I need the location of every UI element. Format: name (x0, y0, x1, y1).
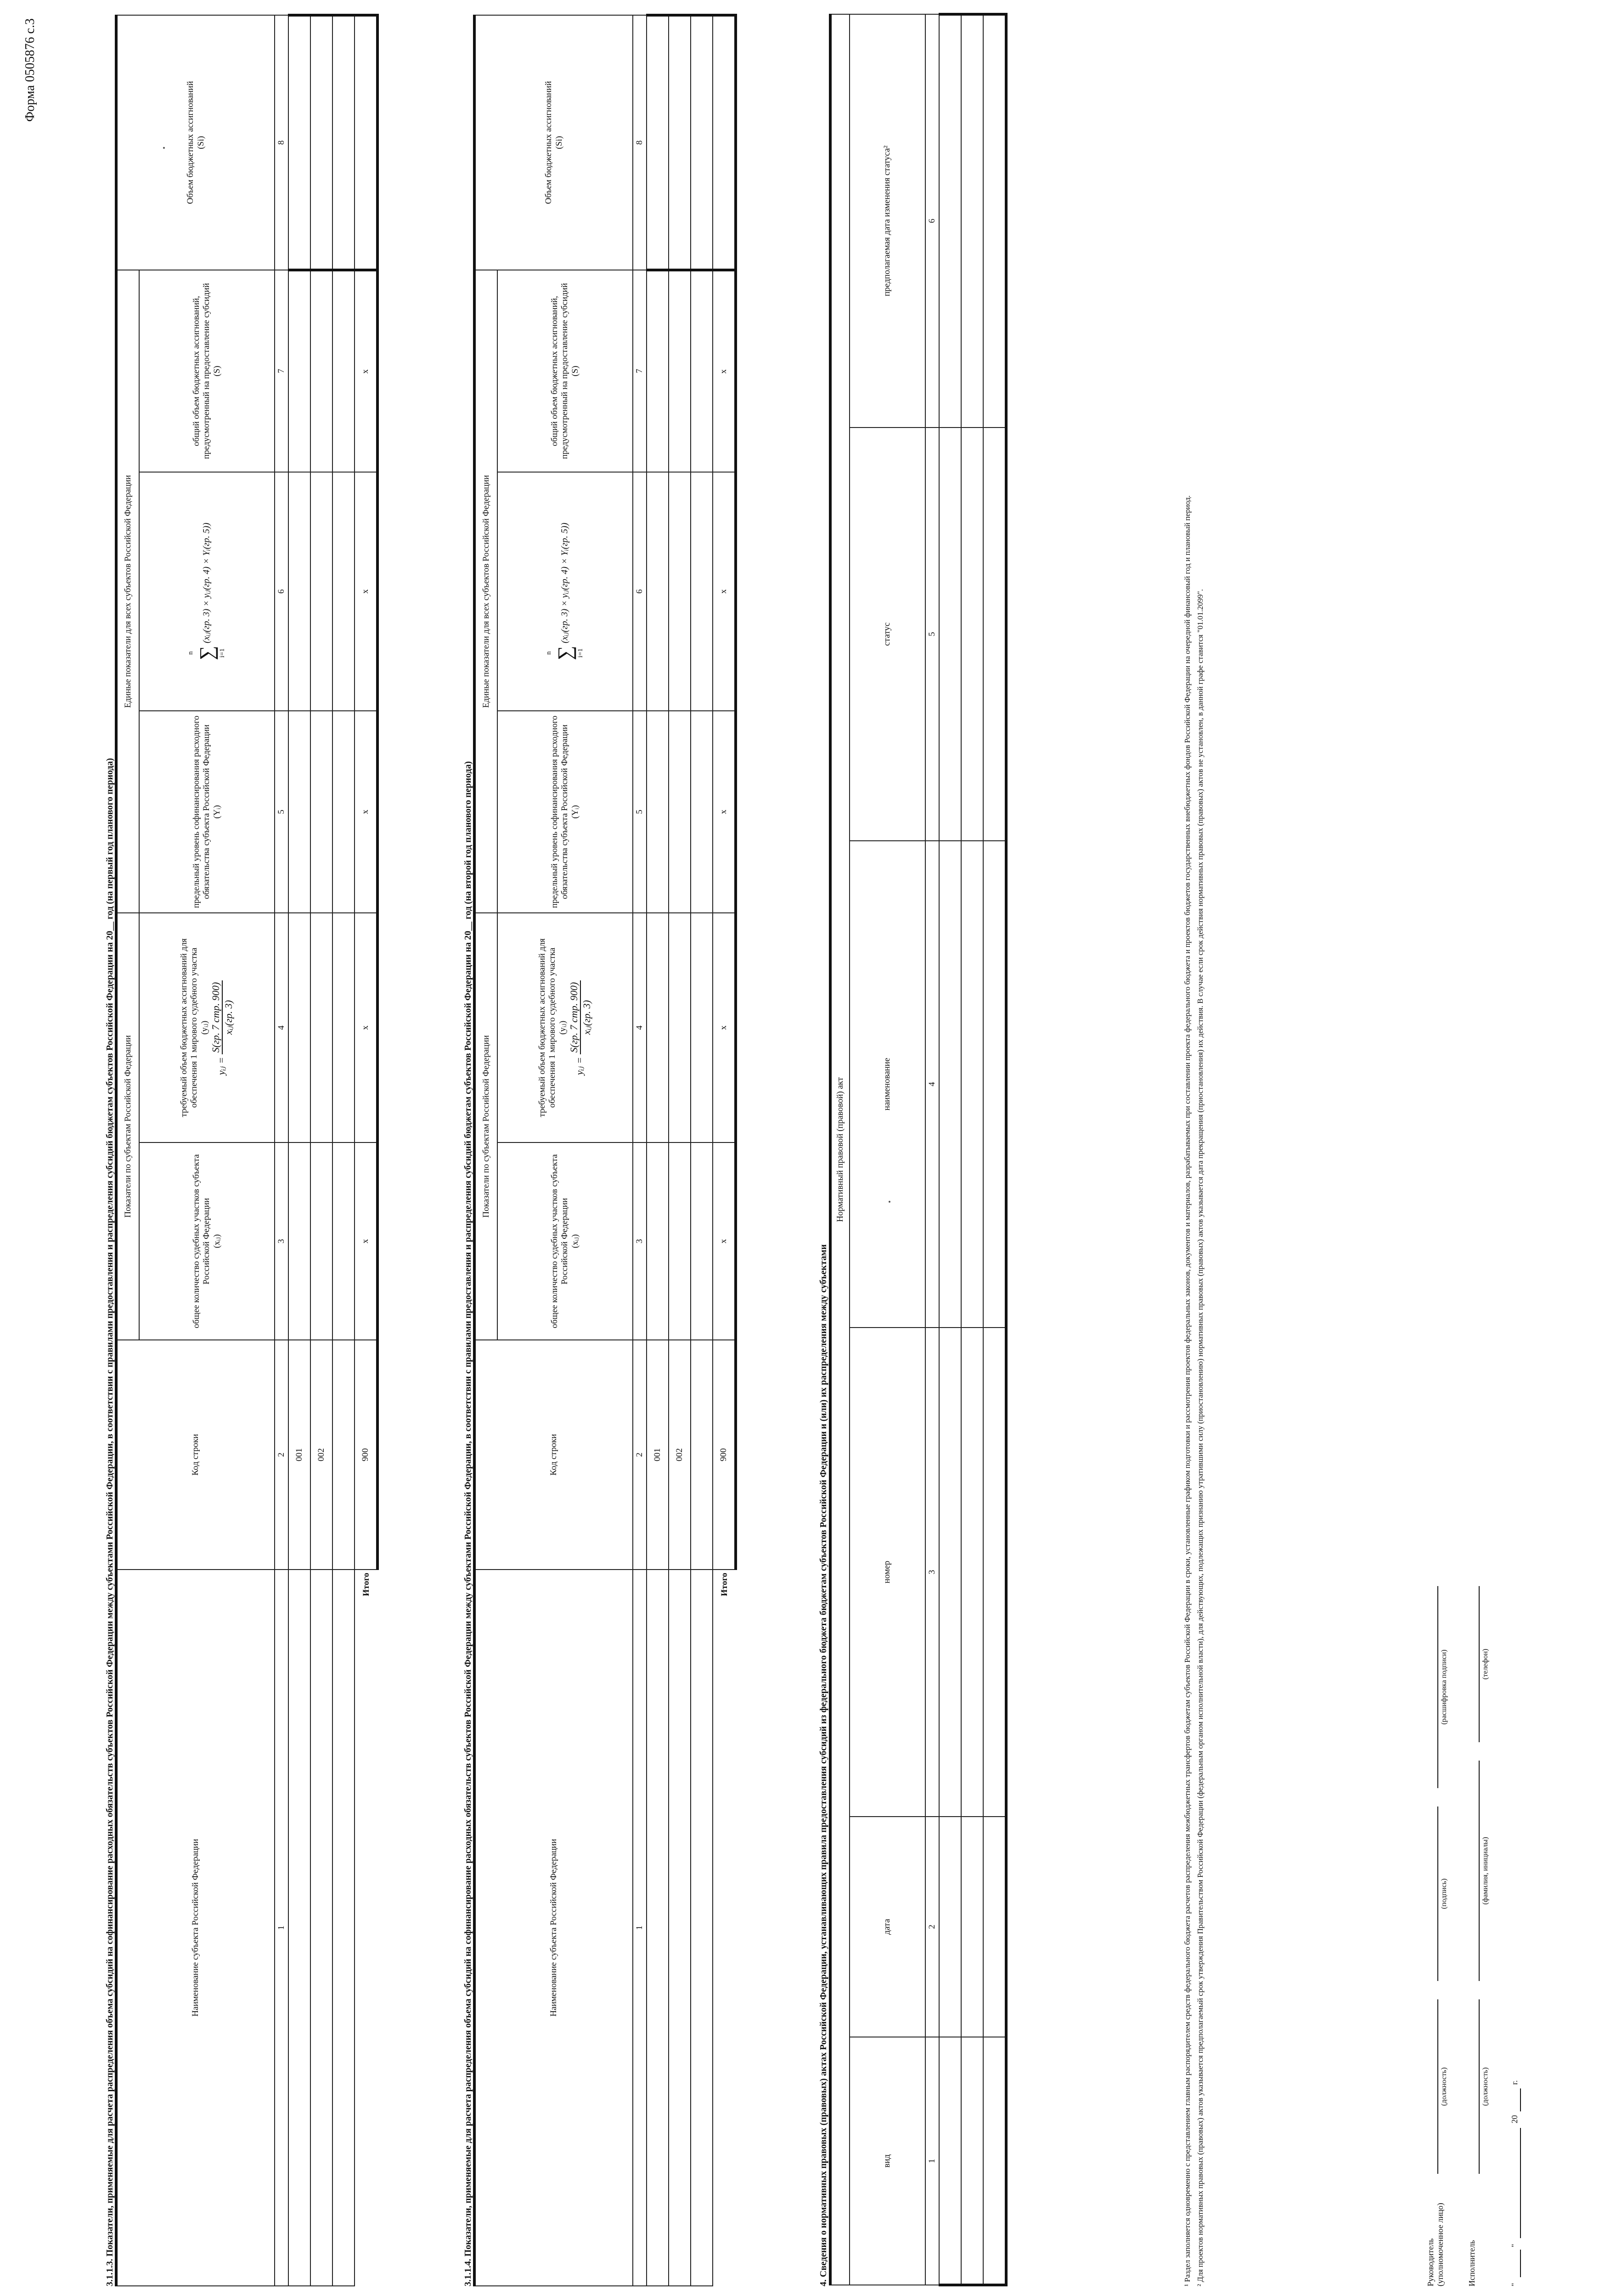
colnum-5: 5 (925, 428, 939, 841)
act-number-cell[interactable] (983, 1328, 1006, 1817)
act-type-cell[interactable] (983, 2037, 1006, 2285)
col4-formula-denominator: xᵢⱼ(гр. 3) (581, 1000, 593, 1035)
colnum-2: 2 (633, 1340, 647, 1570)
colnum-2: 2 (925, 1817, 939, 2037)
header-act-type: вид (850, 2037, 925, 2285)
subject-name-cell[interactable] (669, 1570, 691, 2286)
head-signature-caption: (подпись) (1440, 1878, 1448, 1909)
col5-cell[interactable] (288, 711, 310, 913)
total-code: 900 (713, 1340, 736, 1570)
executor-name-line[interactable] (1479, 1761, 1480, 1981)
colnum-7: 7 (633, 270, 647, 472)
col8-cell[interactable] (691, 15, 713, 270)
total-row (355, 15, 377, 2286)
executor-position-line[interactable] (1479, 1999, 1480, 2174)
header-act-date: дата (850, 1817, 925, 2037)
colnum-3: 3 (925, 1328, 939, 1817)
subject-name-cell[interactable] (691, 1570, 713, 2286)
total-col3: x (713, 1142, 736, 1340)
col5-symbol: (Yᵢ) (570, 805, 580, 819)
col7-cell (669, 270, 691, 472)
subject-name-cell[interactable] (647, 1570, 669, 2286)
total-col3: x (355, 1142, 377, 1340)
col4-cell[interactable] (669, 913, 691, 1142)
col8-cell[interactable] (310, 15, 332, 270)
date-open-quote: " (1510, 2283, 1519, 2286)
row-code-cell (332, 1340, 355, 1570)
header-col5 (139, 711, 275, 913)
total-col4: x (713, 913, 736, 1142)
col5-label: предельный уровень софинансирования расходного обязательства субъекта Российской Федерации (549, 715, 570, 908)
subject-name-cell[interactable] (310, 1570, 332, 2286)
header-col8 (474, 15, 633, 270)
total-code: 900 (355, 1340, 377, 1570)
executor-name-caption: (фамилия, инициалы) (1481, 1837, 1489, 1905)
table-row (647, 15, 669, 2286)
col8-symbol: (Si) (554, 136, 564, 149)
header-by-subject: Показатели по субъектам Российской Федерации (116, 913, 139, 1340)
act-title-cell[interactable] (939, 841, 961, 1328)
col3-cell[interactable] (288, 1142, 310, 1340)
act-title-cell[interactable] (961, 841, 983, 1328)
colnum-3: 3 (275, 1142, 288, 1340)
table-row (961, 14, 983, 2285)
col4-symbol: (yᵢⱼ) (557, 1020, 568, 1035)
table-3-1-1-3 (115, 14, 379, 2286)
col5-cell[interactable] (669, 711, 691, 913)
total-col7: x (713, 270, 736, 472)
col8-symbol: (Si) (196, 136, 206, 149)
act-status-cell[interactable] (983, 428, 1006, 841)
header-row-code: Код строки (474, 1340, 633, 1570)
col5-cell[interactable] (647, 711, 669, 913)
head-label: Руководитель (уполномоченное лицо) (1426, 2203, 1445, 2286)
colnum-6: 6 (275, 472, 288, 711)
col4-formula-denominator: xᵢⱼ(гр. 3) (223, 1000, 235, 1035)
act-status-cell[interactable] (961, 428, 983, 841)
header-act-title: наименование (850, 841, 925, 1328)
date-year-prefix: 20 (1510, 2115, 1519, 2123)
act-type-cell[interactable] (939, 2037, 961, 2285)
col3-cell[interactable] (332, 1142, 355, 1340)
header-col6 (139, 472, 275, 711)
table-row (939, 14, 961, 2285)
col4-formula-fraction (568, 980, 593, 1054)
header-subject-name: Наименование субъекта Российской Федерации (116, 1570, 275, 2286)
col7-symbol: (S) (570, 366, 580, 377)
header-subject-name: Наименование субъекта Российской Федерации (474, 1570, 633, 2286)
col6-sum-upper: n (186, 651, 194, 655)
total-col7: x (355, 270, 377, 472)
colnum-7: 7 (275, 270, 288, 472)
header-col6 (497, 472, 633, 711)
column-numbers-row (633, 15, 647, 2286)
header-col4 (139, 913, 275, 1142)
col7-cell (288, 270, 310, 472)
colnum-6: 6 (633, 472, 647, 711)
section-title-4: 4. Сведения о нормативных правовых (правовых) актах Российской Федерации, устанавливающих правила предоставления субсидий из федерального бюджета бюджетам субъектов Российской Федерации и (или) их распределения между субъектами (818, 1244, 828, 2286)
col4-formula (568, 980, 593, 1075)
col4-cell[interactable] (647, 913, 669, 1142)
col4-cell[interactable] (332, 913, 355, 1142)
footnote-1: ¹ Раздел заполняется одновременно с представлением главным распорядителем средств федерального бюджета расчетов распределения межбюджетных трансфертов бюджетам субъектов Российской Федерации в сроки, установленные графиком подготовки и рассмотрения проектов федеральных законов, документов и материалов, разрабатываемых при составлении проекта федерального бюджета и проектов бюджетов государственных внебюджетных фондов Российской Федерации на очередной финансовый год и плановый период. (1183, 495, 1192, 2286)
row-code-cell: 002 (310, 1340, 332, 1570)
col7-cell (332, 270, 355, 472)
act-status-cell[interactable] (939, 428, 961, 841)
col7-symbol: (S) (212, 366, 222, 377)
header-col7 (497, 270, 633, 472)
header-row-code: Код строки (116, 1340, 275, 1570)
col4-formula-fraction (210, 980, 235, 1054)
act-type-cell[interactable] (961, 2037, 983, 2285)
colnum-8: 8 (275, 15, 288, 270)
scan-speck (889, 1201, 890, 1203)
col4-cell[interactable] (288, 913, 310, 1142)
act-number-cell[interactable] (939, 1328, 961, 1817)
footnotes (1182, 16, 1208, 2286)
subject-name-cell[interactable] (288, 1570, 310, 2286)
col3-cell[interactable] (647, 1142, 669, 1340)
form-code: Форма 0505876 с.3 (23, 18, 37, 122)
table-row (983, 14, 1006, 2285)
header-common: Единые показатели для всех субъектов Российской Федерации (474, 270, 497, 913)
date-year-suffix: г. (1510, 2080, 1519, 2085)
colnum-2: 2 (275, 1340, 288, 1570)
col8-cell[interactable] (288, 15, 310, 270)
col8-cell[interactable] (669, 15, 691, 270)
col3-label: общее количество судебных участков субъекта Российской Федерации (549, 1154, 570, 1328)
header-col5 (497, 711, 633, 913)
act-number-cell[interactable] (961, 1328, 983, 1817)
col4-label: требуемый объем бюджетных ассигнований для обеспечения 1 мирового судебного участка (537, 938, 557, 1117)
head-position-line[interactable] (1437, 1999, 1438, 2174)
col6-sum-lower: i=1 (577, 648, 585, 658)
total-col6: x (713, 472, 736, 711)
col5-label: предельный уровень софинансирования расходного обязательства субъекта Российской Федерации (191, 715, 212, 908)
col5-cell[interactable] (310, 711, 332, 913)
colnum-5: 5 (275, 711, 288, 913)
table-row (669, 15, 691, 2286)
total-col6: x (355, 472, 377, 711)
total-label: Итого (719, 1573, 729, 1597)
col4-cell[interactable] (310, 913, 332, 1142)
header-col3 (139, 1142, 275, 1340)
col3-cell[interactable] (310, 1142, 332, 1340)
total-col5: x (713, 711, 736, 913)
head-signature-line[interactable] (1437, 1806, 1438, 1981)
col4-formula (210, 980, 235, 1075)
date-month-line[interactable] (1520, 2128, 1521, 2238)
colnum-6: 6 (925, 14, 939, 428)
col6-formula (545, 523, 585, 660)
status-change-date-cell[interactable] (961, 14, 983, 428)
col6-sum-lower: i=1 (219, 648, 226, 658)
date-year-line[interactable] (1520, 2088, 1521, 2111)
column-numbers-row (925, 14, 939, 2285)
column-numbers-row (275, 15, 288, 2286)
colnum-1: 1 (275, 1570, 288, 2286)
act-title-cell[interactable] (983, 841, 1006, 1328)
header-col3 (497, 1142, 633, 1340)
colnum-1: 1 (925, 2037, 939, 2285)
col6-sum-block (545, 646, 585, 660)
table-row (691, 15, 713, 2286)
col8-cell[interactable] (332, 15, 355, 270)
col3-symbol: (xᵢⱼ) (212, 1234, 222, 1249)
head-name-line[interactable] (1437, 1586, 1438, 1788)
table-section-4 (829, 13, 1008, 2286)
colnum-3: 3 (633, 1142, 647, 1340)
col7-cell (691, 270, 713, 472)
section-title-3-1-1-4: 3.1.1.4. Показатели, применяемые для расчета распределения объема субсидий на софинансирование расходных обязательств субъектов Российской Федерации между субъектами Российской Федерации, в соответствии с правилами предоставления и распределения субсидий бюджетам субъектов Российской Федерации на 20__ год (на второй год планового периода) (463, 761, 473, 2286)
col8-label: Объем бюджетных ассигнований (186, 81, 196, 204)
col4-symbol: (yᵢⱼ) (199, 1020, 209, 1035)
col6-sum-block (187, 646, 227, 660)
colnum-4: 4 (633, 913, 647, 1142)
total-col4: x (355, 913, 377, 1142)
col6-cell (691, 472, 713, 711)
col3-label: общее количество судебных участков субъекта Российской Федерации (191, 1154, 212, 1328)
status-change-date-cell[interactable] (939, 14, 961, 428)
header-status-change-date: предполагаемая дата изменения статуса² (850, 14, 925, 428)
col6-formula-body: (xᵢⱼ(гр. 3) × yᵢⱼ(гр. 4) × Yᵢ(гр. 5)) (559, 523, 570, 643)
col4-formula-lhs: yᵢⱼ = (215, 1057, 227, 1075)
col4-cell[interactable] (691, 913, 713, 1142)
col5-symbol: (Yᵢ) (212, 805, 222, 819)
executor-label: Исполнитель (1467, 2240, 1476, 2286)
status-change-date-cell[interactable] (983, 14, 1006, 428)
col4-formula-numerator: S(гр. 7 стр. 900) (568, 980, 581, 1054)
header-act-number: номер (850, 1328, 925, 1817)
head-position-caption: (должность) (1440, 2067, 1448, 2106)
header-col4 (497, 913, 633, 1142)
col3-symbol: (xᵢⱼ) (570, 1234, 580, 1249)
act-date-cell[interactable] (939, 1817, 961, 2037)
header-col7 (139, 270, 275, 472)
col5-cell[interactable] (332, 711, 355, 913)
table-3-1-1-4 (473, 14, 737, 2286)
col8-label: Объем бюджетных ассигнований (544, 81, 554, 204)
header-common: Единые показатели для всех субъектов Российской Федерации (116, 270, 139, 913)
row-code-cell: 001 (647, 1340, 669, 1570)
executor-phone-line[interactable] (1479, 1586, 1480, 1742)
subject-name-cell[interactable] (332, 1570, 355, 2286)
col6-cell (288, 472, 310, 711)
col7-cell (310, 270, 332, 472)
col3-cell[interactable] (669, 1142, 691, 1340)
row-code-cell: 002 (669, 1340, 691, 1570)
act-date-cell[interactable] (961, 1817, 983, 2037)
col6-formula-body: (xᵢⱼ(гр. 3) × yᵢⱼ(гр. 4) × Yᵢ(гр. 5)) (201, 523, 212, 643)
col6-cell (332, 472, 355, 711)
col6-sum-symbol: ∑ (553, 646, 576, 660)
total-col8[interactable] (355, 15, 377, 270)
head-name-caption: (расшифровка подписи) (1440, 1649, 1448, 1725)
executor-position-caption: (должность) (1481, 2067, 1489, 2106)
header-col8 (116, 15, 275, 270)
total-col5: x (355, 711, 377, 913)
table-row (310, 15, 332, 2286)
col4-formula-lhs: yᵢⱼ = (574, 1057, 586, 1075)
col6-formula (187, 523, 227, 660)
table-row (288, 15, 310, 2286)
colnum-4: 4 (275, 913, 288, 1142)
section-title-3-1-1-3: 3.1.1.3. Показатели, применяемые для расчета распределения объема субсидий на софинансирование расходных обязательств субъектов Российской Федерации между субъектами Российской Федерации, в соответствии с правилами предоставления и распределения субсидий бюджетам субъектов Российской Федерации на 20__ год (на первый год планового периода) (105, 758, 115, 2286)
col6-cell (647, 472, 669, 711)
header-by-subject: Показатели по субъектам Российской Федерации (474, 913, 497, 1340)
col4-label: требуемый объем бюджетных ассигнований для обеспечения 1 мирового судебного участка (179, 938, 199, 1117)
colnum-4: 4 (925, 841, 939, 1328)
col5-cell[interactable] (691, 711, 713, 913)
col8-cell[interactable] (647, 15, 669, 270)
table-row (332, 15, 355, 2286)
executor-phone-caption: (телефон) (1481, 1649, 1489, 1680)
colnum-1: 1 (633, 1570, 647, 2286)
act-date-cell[interactable] (983, 1817, 1006, 2037)
col7-cell (647, 270, 669, 472)
colnum-8: 8 (633, 15, 647, 270)
col7-label: общий объем бюджетных ассигнований, предусмотренный на предоставление субсидий (191, 283, 212, 459)
col3-cell[interactable] (691, 1142, 713, 1340)
scan-speck (163, 147, 165, 149)
col6-sum-symbol: ∑ (195, 646, 218, 660)
row-code-cell (691, 1340, 713, 1570)
footnote-2: ² Для проектов нормативных правовых (правовых) актов указывается предполагаемый срок утверждения Правительством Российской Федерации (федеральным органом исполнительной власти), для действующих, подлежащих признанию утратившими силу (приостановлению) нормативных правовых (правовых) актов указывается дата прекращения (приостановления) их действия. В случае если срок действия нормативных правовых (правовых) актов не установлен, в данной графе ставится "01.01.2099". (1196, 589, 1205, 2286)
header-act-status: статус (850, 428, 925, 841)
colnum-5: 5 (633, 711, 647, 913)
date-close-quote: " (1510, 2244, 1519, 2247)
total-row (713, 15, 736, 2286)
row-code-cell: 001 (288, 1340, 310, 1570)
header-legal-act-group: Нормативный правовой (правовой) акт (830, 14, 850, 2285)
col6-cell (310, 472, 332, 711)
col6-sum-upper: n (545, 651, 552, 655)
col4-formula-numerator: S(гр. 7 стр. 900) (210, 980, 223, 1054)
col6-cell (669, 472, 691, 711)
total-col8[interactable] (713, 15, 736, 270)
total-label: Итого (361, 1573, 371, 1597)
col7-label: общий объем бюджетных ассигнований, предусмотренный на предоставление субсидий (549, 283, 570, 459)
date-day-line[interactable] (1520, 2250, 1521, 2277)
